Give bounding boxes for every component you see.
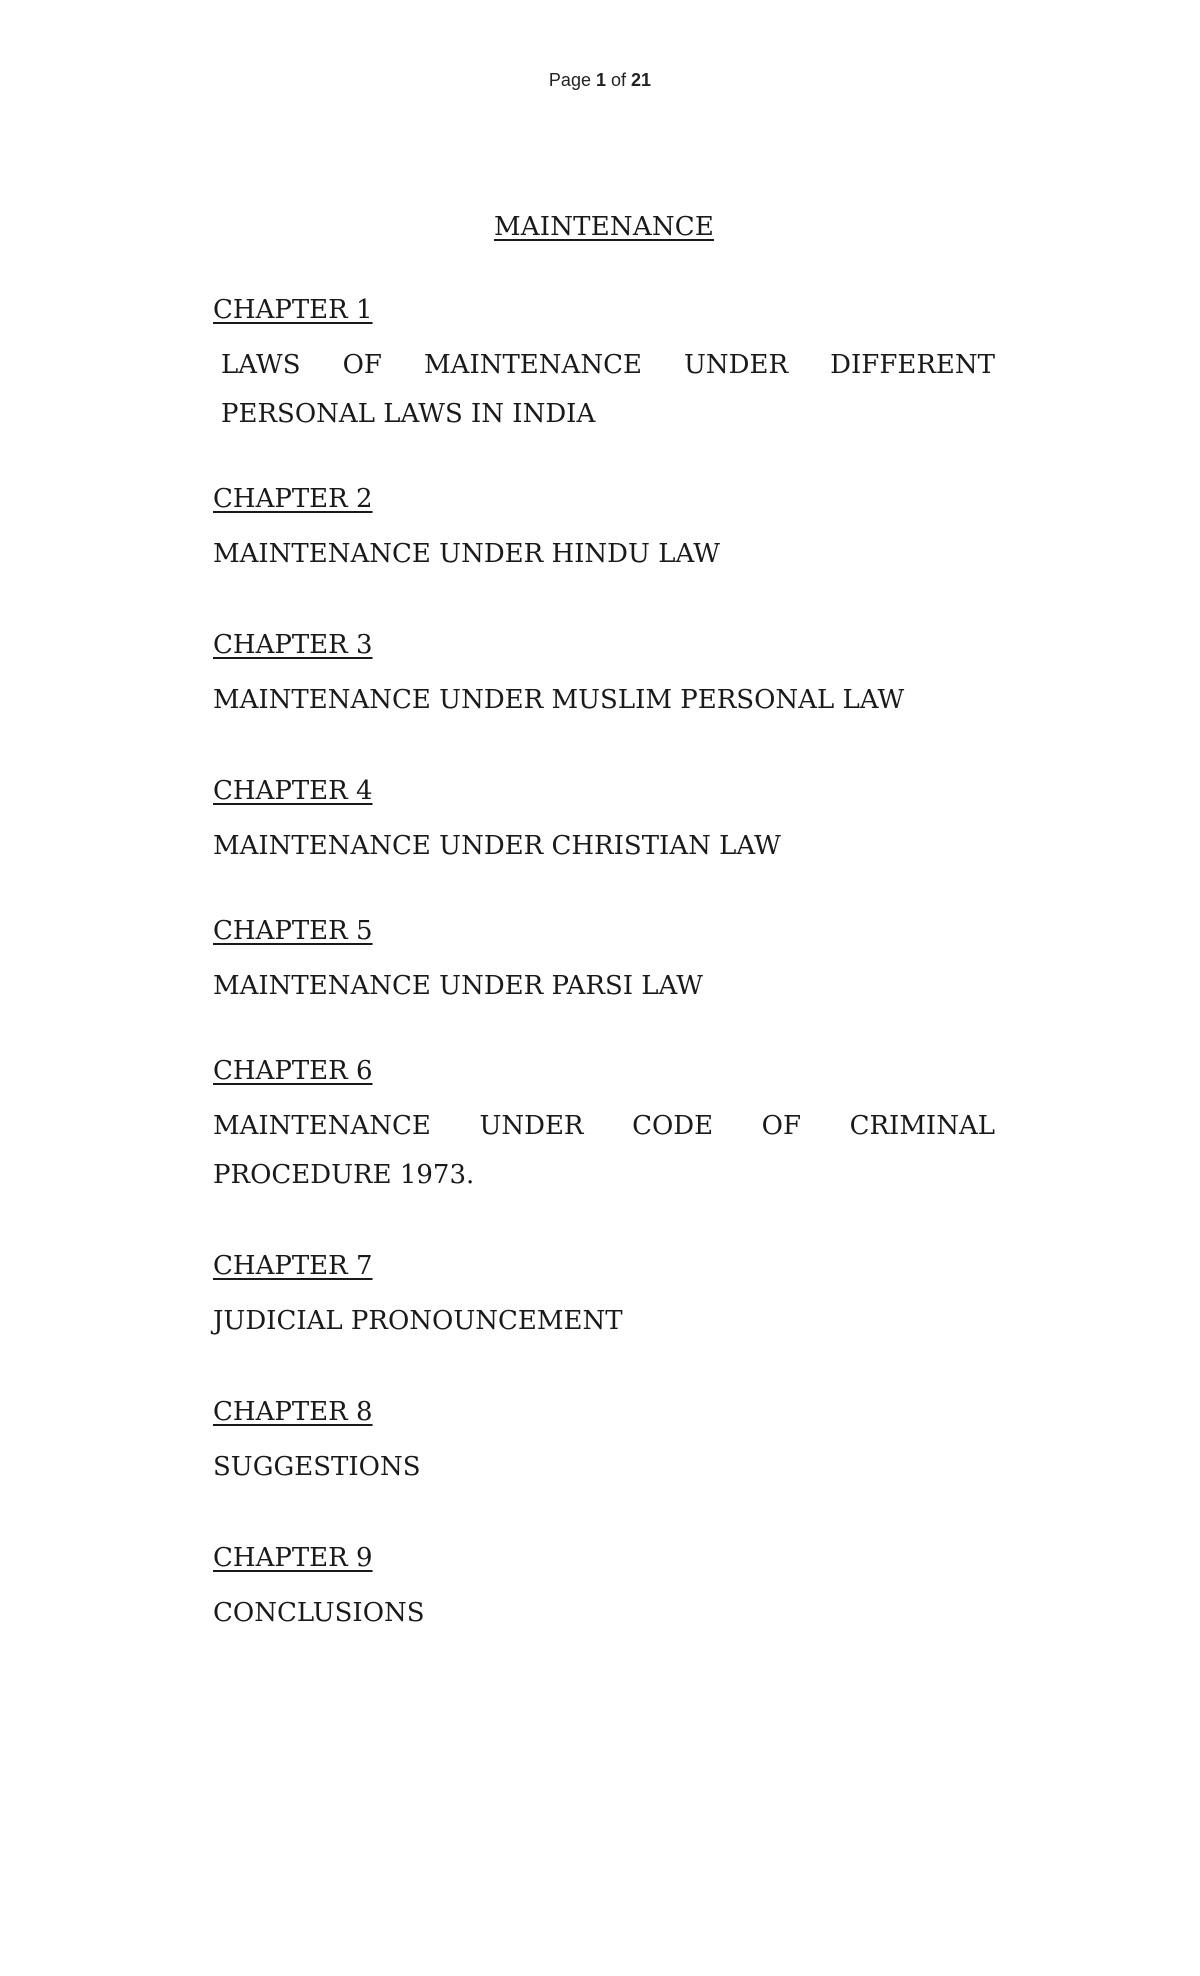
chapter-label: CHAPTER 9 — [213, 1543, 373, 1573]
chapter-label: CHAPTER 1 — [213, 295, 373, 325]
chapter-8 — [213, 1394, 995, 1492]
chapter-title: CONCLUSIONS — [213, 1598, 425, 1628]
chapter-title: JUDICIAL PRONOUNCEMENT — [213, 1306, 623, 1336]
total-pages-number: 21 — [631, 70, 652, 90]
chapter-label: CHAPTER 5 — [213, 916, 373, 946]
of-word: of — [611, 70, 627, 90]
chapter-label: CHAPTER 2 — [213, 484, 373, 514]
chapter-label: CHAPTER 3 — [213, 630, 373, 660]
chapter-7 — [213, 1248, 995, 1346]
chapter-title: MAINTENANCE UNDER MUSLIM PERSONAL LAW — [213, 685, 905, 715]
chapter-label: CHAPTER 4 — [213, 776, 373, 806]
chapter-5 — [213, 913, 995, 1011]
chapter-3 — [213, 627, 995, 725]
document-title: MAINTENANCE — [493, 212, 715, 242]
chapter-title: MAINTENANCE UNDER CHRISTIAN LAW — [213, 831, 781, 861]
chapter-9 — [213, 1540, 995, 1638]
chapter-6 — [213, 1053, 995, 1200]
chapter-label: CHAPTER 6 — [213, 1056, 373, 1086]
chapter-title: MAINTENANCE UNDER CODE OF CRIMINAL PROCEDURE 1973. — [213, 1111, 995, 1190]
chapter-title: MAINTENANCE UNDER HINDU LAW — [213, 539, 720, 569]
chapter-title: SUGGESTIONS — [213, 1452, 421, 1482]
chapter-2 — [213, 481, 995, 579]
chapter-title: MAINTENANCE UNDER PARSI LAW — [213, 971, 704, 1001]
chapter-label: CHAPTER 8 — [213, 1397, 373, 1427]
chapter-title: LAWS OF MAINTENANCE UNDER DIFFERENT PERSONAL LAWS IN INDIA — [221, 350, 995, 429]
chapter-4 — [213, 773, 995, 871]
current-page-number: 1 — [595, 70, 606, 90]
page-number-header — [0, 70, 1200, 91]
chapter-label: CHAPTER 7 — [213, 1251, 373, 1281]
page-word: Page — [548, 70, 591, 90]
chapter-1 — [213, 292, 995, 439]
